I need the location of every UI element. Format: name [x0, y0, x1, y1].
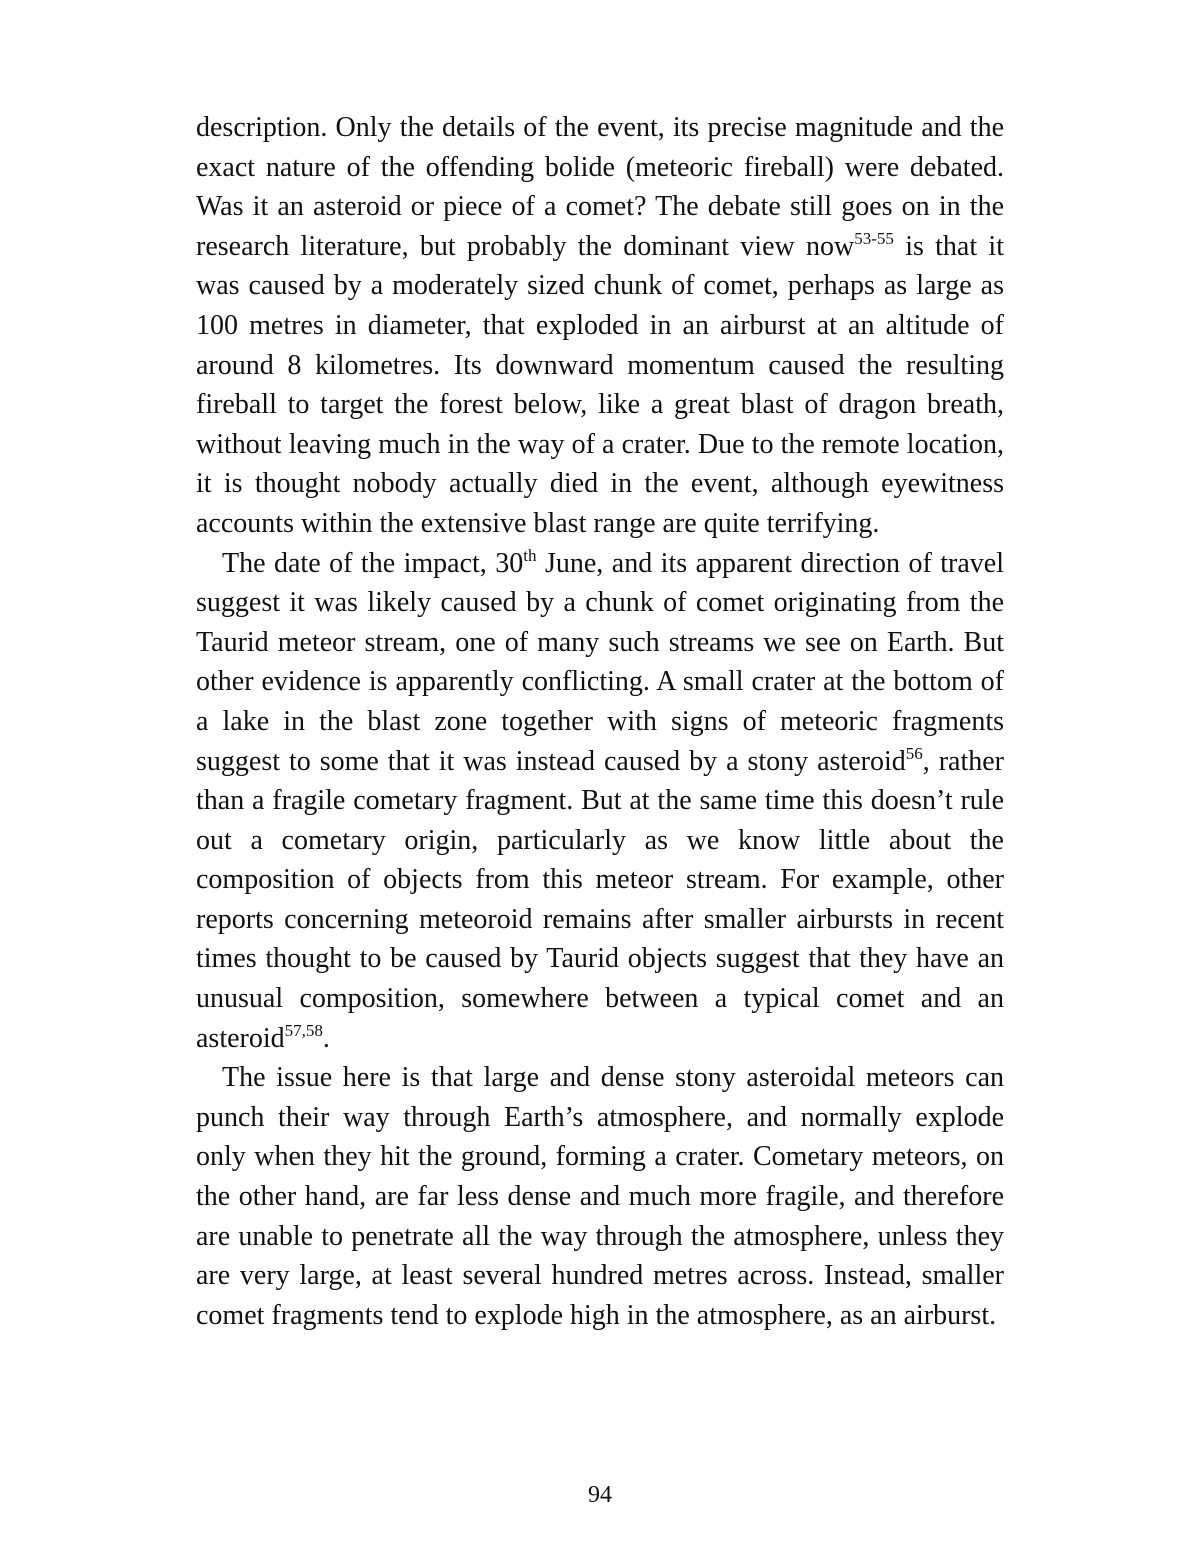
citation-superscript: 57,58 — [284, 1020, 323, 1040]
citation-superscript: 56 — [905, 743, 923, 763]
paragraph-tunguska-description — [196, 108, 1004, 544]
ordinal-superscript: th — [523, 545, 537, 565]
body-text — [196, 108, 1004, 1335]
page-number: 94 — [588, 1482, 612, 1508]
text-run: The issue here is that large and dense stony asteroidal meteors can punch their way through Earth’s atmosphere, and normally explode only when they hit the ground, forming a crater. Cometary meteors, on the other hand, are far less dense and much more fragile, and therefore are unable to penetrate all the way through the atmosphere, unless they are very large, at least several hundred metres across. Instead, smaller comet fragments tend to explode high in the atmosphere, as an airburst. — [196, 1062, 1004, 1331]
paragraph-impact-date — [196, 544, 1004, 1059]
text-run: The date of the impact, 30 — [222, 547, 524, 579]
text-run: description. Only the details of the event, its precise magnitude and the exact nature of the offending bolide (meteoric fireball) were debated. Was it an asteroid or piece of a comet? The debate still goes on in the research literature, but probably the dominant view now — [196, 112, 1004, 262]
citation-superscript: 53-55 — [854, 228, 894, 248]
text-run: . — [322, 1022, 330, 1054]
paragraph-airburst-issue — [196, 1058, 1004, 1335]
text-run: , rather than a fragile cometary fragment. But at the same time this doesn’t rule out a cometary origin, particularly as we know little about the composition of objects from this meteor stream. For example, other reports concerning meteoroid remains after smaller airbursts in recent times thought to be caused by Taurid objects suggest that they have an unusual composition, somewhere between a typical comet and an asteroid — [196, 745, 1004, 1054]
text-run: is that it was caused by a moderately sized chunk of comet, perhaps as large as 100 metres in diameter, that exploded in an airburst at an altitude of around 8 kilometres. Its downward momentum caused the resulting fireball to target the forest below, like a great blast of dragon breath, without leaving much in the way of a crater. Due to the remote location, it is thought nobody actually died in the event, although eyewitness accounts within the extensive blast range are quite terrifying. — [196, 230, 1004, 539]
text-run: June, and its apparent direction of travel suggest it was likely caused by a chunk of comet originating from the Taurid meteor stream, one of many such streams we see on Earth. But other evidence is apparently conflicting. A small crater at the bottom of a lake in the blast zone together with signs of meteoric fragments suggest to some that it was instead caused by a stony asteroid — [196, 547, 1004, 777]
